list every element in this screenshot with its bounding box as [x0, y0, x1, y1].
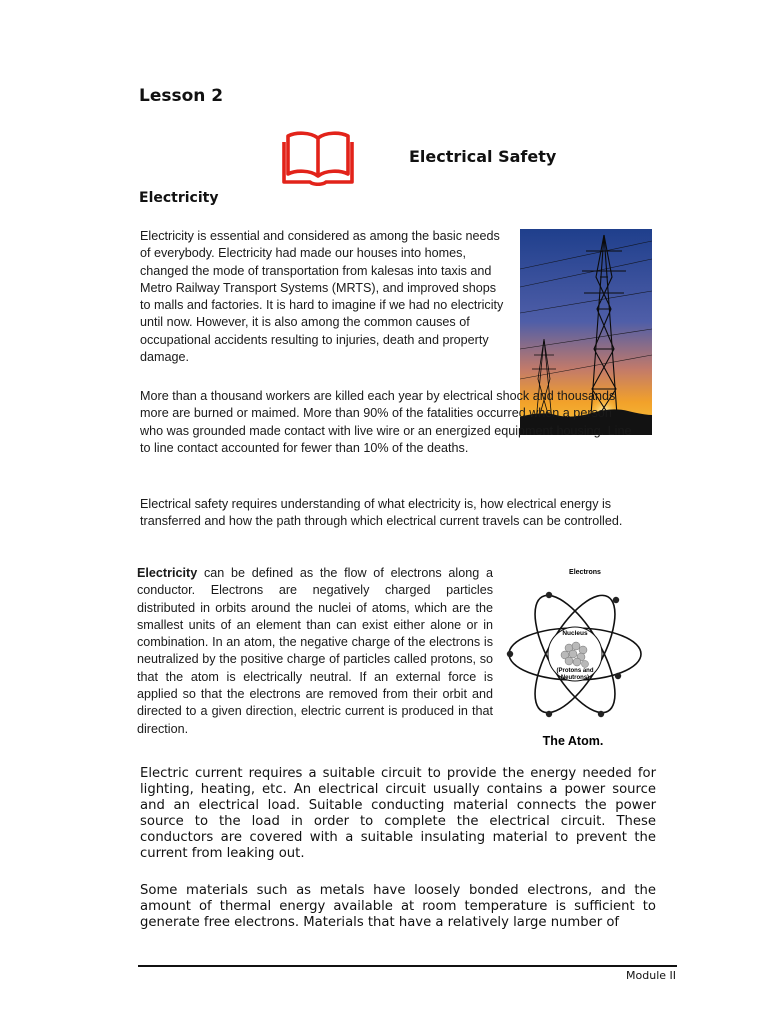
term-electricity: Electricity [137, 566, 198, 580]
module-label: Module II [626, 969, 676, 982]
paragraph-circuit: Electric current requires a suitable circuit to provide the energy needed for lighting, heating, etc. An electrical circuit usually contains a power source and an electrical load. Suitable conducting material connects the power source to the load in order to complete the electrical circuit. These conductors are covered with a suitable insulating material to prevent the current from leaking out. [140, 766, 656, 861]
atom-caption: The Atom. [542, 734, 604, 748]
definition-text: can be defined as the flow of electrons along a conductor. Electrons are negatively charged particles distributed in orbits around the nuclei of atoms, which are the smallest units of an element than can exist either alone or in combination. In an atom, the negative charge of the electrons is neutralized by the positive charge of particles called protons, so that the atom is electrically neutral. If an external force is applied so that the electrons are removed from their orbit and directed to a given direction, electric current is produced in that direction. [137, 566, 493, 736]
section-heading: Electricity [139, 190, 219, 206]
lesson-number: Lesson 2 [139, 86, 224, 106]
atom-diagram [503, 564, 645, 750]
neutrons-label: Neutrons) [560, 675, 590, 681]
paragraph-definition [137, 565, 493, 738]
paragraph-intro: Electricity is essential and considered as among the basic needs of everybody. Electricity had made our houses into homes, changed the mode of transportation from kalesas into taxis and Metro Railway Transport Systems (MRTS), and improved shops to malls and factories. It is hard to imagine if we had no electricity until now. However, it is also among the common causes of occupational accidents resulting to injuries, death and property damage. [140, 229, 504, 365]
paragraph-materials: Some materials such as metals have loosely bonded electrons, and the amount of thermal energy available at room temperature is sufficient to generate free electrons. Materials that have a relatively large number of [140, 883, 656, 930]
nucleus-label: Nucleus [562, 630, 588, 637]
paragraph-safety: Electrical safety requires understanding of what electricity is, how electrical energy is transferred and how the path through which electrical current travels can be controlled. [140, 497, 623, 529]
footer-rule [138, 965, 677, 967]
electrons-label: Electrons [569, 569, 601, 576]
open-book-icon [282, 128, 354, 186]
page-title: Electrical Safety [409, 147, 557, 166]
protons-label: (Protons and [556, 668, 594, 674]
paragraph-fatalities: More than a thousand workers are killed each year by electrical shock and thousands more are burned or maimed. More than 90% of the fatalities occurred when a person who was grounded made contact with live wire or an energized equipment housing. Line to line contact accounted for fewer than 10% of the deaths. [140, 389, 632, 455]
